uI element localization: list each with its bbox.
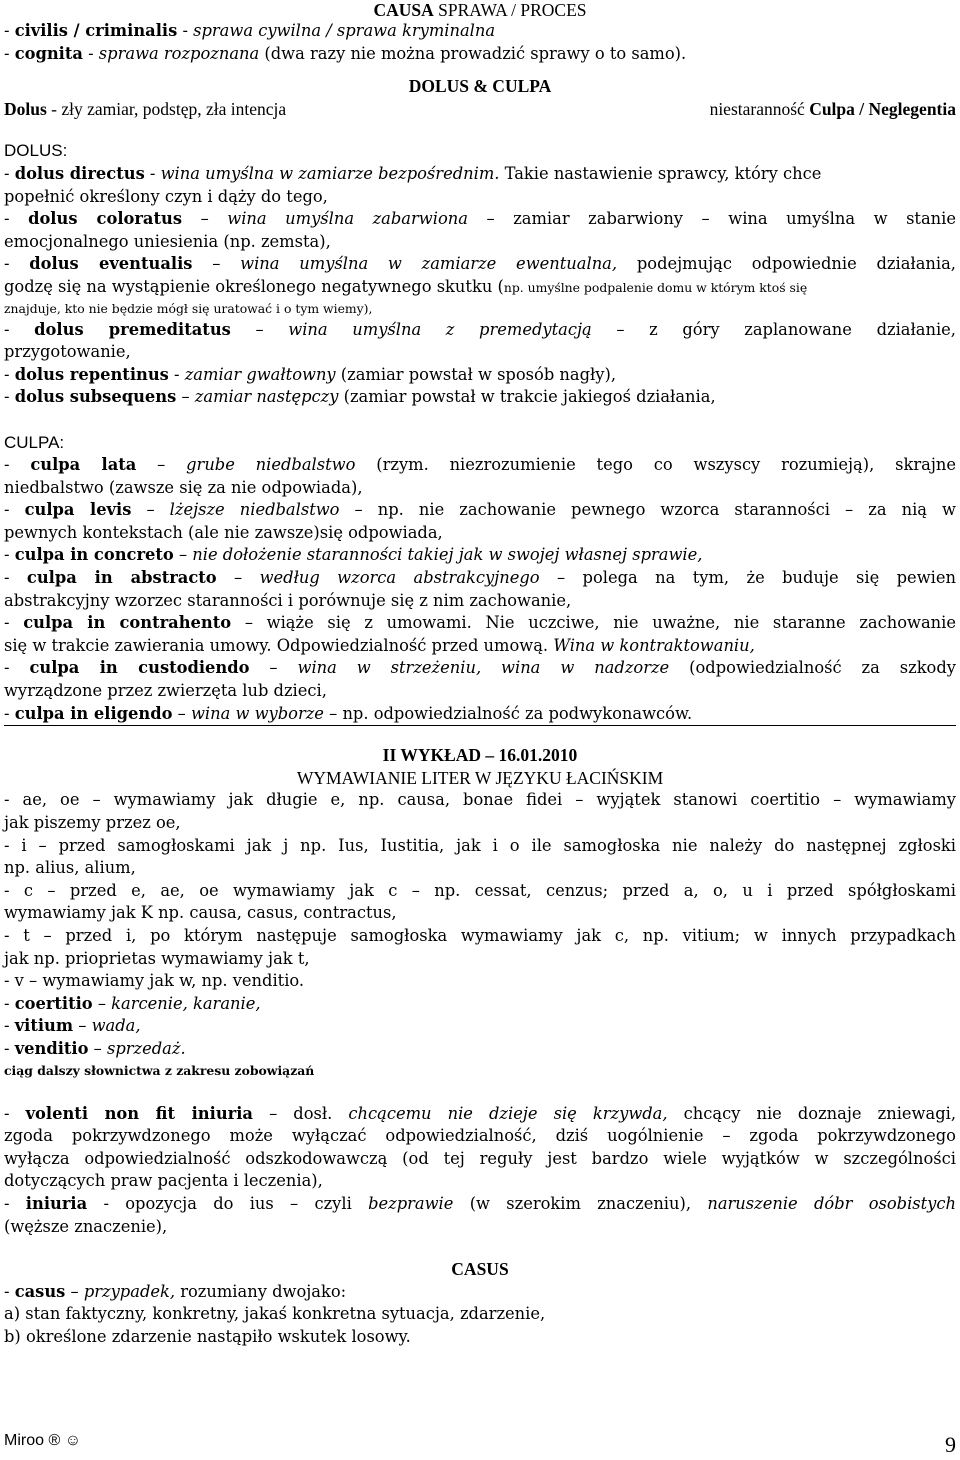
culpa-in-custodiendo: [4, 657, 956, 680]
text-segment: dolus eventualis: [29, 254, 193, 274]
text-segment: culpa in custodiendo: [29, 658, 250, 678]
text-segment: godzę się na wystąpienie określonego negatywnego skutku (: [4, 276, 504, 296]
dolus-heading: [4, 140, 956, 163]
text-segment: zamiar następczy: [194, 387, 339, 407]
text-segment: rozumiany dwojako:: [175, 1281, 347, 1301]
text-segment: wina umyślna w zamiarze ewentualna,: [240, 254, 618, 274]
text-segment: -: [4, 364, 15, 384]
text-segment: -: [4, 387, 15, 407]
lecture-line-4: [4, 857, 956, 880]
text-segment: przygotowanie,: [4, 342, 131, 362]
text-segment: Wina w kontraktowaniu,: [553, 635, 755, 655]
text-segment: wyłącza odpowiedzialność odszkodowawczą (od tej reguły jest bardzo wiele wyjątków w szczególności: [4, 1148, 956, 1168]
text-segment: chcącemu nie dzieje się krzywda,: [348, 1103, 668, 1123]
text-segment: - c – przed e, ae, oe wymawiamy jak c – np. cessat, cenzus; przed a, o, u i przed spółgłoskami: [4, 880, 956, 900]
text-segment: według wzorca abstrakcyjnego: [259, 568, 540, 588]
text-segment: naruszenie dóbr osobistych: [707, 1193, 956, 1213]
text-segment: II WYKŁAD – 16.01.2010: [382, 745, 578, 766]
text-segment: -: [4, 1281, 15, 1301]
text-segment: –: [182, 209, 228, 229]
text-segment: – zamiar zabarwiony – wina umyślna w stanie: [467, 209, 957, 229]
text-segment: zgoda pokrzywdzonego może wyłączać odpowiedzialność, dziś uogólnienie – zgoda pokrzywdzonego: [4, 1126, 956, 1146]
culpa-levis-cont: [4, 522, 956, 545]
text-segment: niestaranność: [709, 98, 810, 119]
casus-item-b: [4, 1326, 956, 1349]
dolus-definition: [4, 98, 286, 121]
text-segment: -: [4, 993, 15, 1013]
term-iniuria: [4, 1193, 956, 1216]
text-segment: – np. nie zachowanie pewnego wzorca staranności – za nią w: [339, 500, 956, 520]
text-segment: a) stan faktyczny, konkretny, jakaś konkretna sytuacja, zdarzenie,: [4, 1304, 546, 1324]
casus-line-1: [4, 1281, 956, 1304]
text-segment: -: [4, 658, 30, 678]
text-segment: abstrakcyjny wzorzec staranności i porównuje się z nim zachowanie,: [4, 590, 572, 610]
text-segment: Culpa / Neglegentia: [809, 98, 956, 119]
dolus-coloratus: [4, 208, 956, 231]
text-segment: znajduje, kto nie będzie mógł się uratować i o tym wiemy),: [4, 300, 373, 316]
text-segment: - i – przed samogłoskami jak j np. Ius, Iustitia, jak i o ile samogłoska nie należy do następnej zgłoski: [4, 835, 956, 855]
text-segment: wada,: [91, 1016, 141, 1036]
text-segment: –: [172, 703, 191, 723]
culpa-in-custodiendo-cont: [4, 680, 956, 703]
text-segment: -: [4, 500, 25, 520]
dolus-directus: [4, 163, 956, 186]
culpa-lata-cont: [4, 477, 956, 500]
dolus-culpa-row: [4, 98, 956, 121]
text-segment: –: [173, 545, 193, 565]
text-segment: - v – wymawiamy jak w, np. venditio.: [4, 971, 305, 991]
text-segment: jak np. prioprietas wymawiamy jak t,: [4, 948, 310, 968]
text-segment: (węższe znaczenie),: [4, 1216, 168, 1236]
text-segment: -: [4, 1038, 15, 1058]
text-segment: - t – przed i, po którym następuje samogłoska wymawiamy jak c, np. vitium; w innych przypadkach: [4, 925, 956, 945]
lecture-line-7: [4, 925, 956, 948]
text-segment: CULPA:: [4, 432, 65, 452]
text-segment: sprzedaż.: [106, 1038, 186, 1058]
lecture-line-8: [4, 948, 956, 971]
text-segment: casus: [14, 1281, 66, 1301]
text-segment: chcący nie doznaje zniewagi,: [667, 1103, 956, 1123]
text-segment: – np. odpowiedzialność za podwykonawców.: [323, 703, 693, 723]
text-segment: Takie nastawienie sprawcy, który chce: [499, 163, 822, 183]
text-segment: –: [249, 658, 298, 678]
text-segment: civilis / criminalis: [14, 21, 178, 40]
text-segment: dolus coloratus: [28, 209, 183, 229]
text-segment: WYMAWIANIE LITER W JĘZYKU ŁACIŃSKIM: [296, 767, 664, 788]
text-segment: -: [4, 545, 15, 565]
dolus-repentinus: [4, 364, 956, 387]
text-segment: b) określone zdarzenie nastąpiło wskutek losowy.: [4, 1326, 411, 1346]
text-segment: -: [4, 703, 15, 723]
casus-title: [4, 1258, 956, 1281]
dolus-premeditatus-cont: [4, 341, 956, 364]
text-segment: culpa in concreto: [14, 545, 174, 565]
lecture-line-3: [4, 835, 956, 858]
text-segment: (rzym. niezrozumienie tego co wszyscy rozumieją), skrajne: [355, 455, 956, 475]
text-segment: (odpowiedzialność za szkody: [669, 658, 956, 678]
lecture-line-9: [4, 970, 956, 993]
page-footer: [4, 1432, 956, 1458]
text-segment: -: [177, 21, 194, 40]
text-segment: culpa in abstracto: [26, 568, 217, 588]
text-segment: -: [4, 1103, 26, 1123]
text-segment: grube niedbalstwo: [186, 455, 356, 475]
text-segment: (dwa razy nie można prowadzić sprawy o to samo).: [259, 43, 687, 63]
text-segment: wina w strzeżeniu, wina w nadzorze: [297, 658, 670, 678]
lecture-subtitle: [4, 767, 956, 790]
text-segment: wina umyślna z premedytacją: [288, 319, 592, 339]
text-segment: -: [4, 1016, 15, 1036]
culpa-definition: [710, 98, 956, 121]
causa-line-2: [4, 43, 956, 66]
text-segment: venditio: [14, 1038, 89, 1058]
text-segment: dolus premeditatus: [34, 319, 231, 339]
causa-line-1: [4, 20, 956, 43]
culpa-levis: [4, 499, 956, 522]
term-vitium: [4, 1015, 956, 1038]
text-segment: cognita: [14, 43, 83, 63]
term-iniuria-cont: [4, 1216, 956, 1239]
culpa-in-contrahento-cont: [4, 635, 956, 658]
dolus-eventualis-cont-2: [4, 299, 956, 319]
text-segment: culpa in eligendo: [14, 703, 173, 723]
causa-heading: [4, 0, 956, 20]
text-segment: sprawa cywilna / sprawa kryminalna: [193, 21, 496, 40]
text-segment: dolus subsequens: [14, 387, 177, 407]
text-segment: podejmując odpowiednie działania,: [617, 254, 956, 274]
text-segment: się w trakcie zawierania umowy. Odpowiedzialność przed umową.: [4, 635, 554, 655]
lecture-line-5: [4, 880, 956, 903]
causa-subtitle: SPRAWA / PROCES: [433, 0, 587, 20]
culpa-in-abstracto: [4, 567, 956, 590]
text-segment: -: [4, 43, 15, 63]
term-volenti-cont-1: [4, 1125, 956, 1148]
text-segment: coertitio: [14, 993, 93, 1013]
term-coertitio: [4, 993, 956, 1016]
dolus-eventualis: [4, 253, 956, 276]
text-segment: Dolus: [4, 98, 47, 119]
text-segment: -: [168, 364, 185, 384]
vocabulary-note: [4, 1061, 956, 1081]
text-segment: wina umyślna w zamiarze bezpośrednim.: [160, 163, 500, 183]
culpa-lata: [4, 454, 956, 477]
text-segment: –: [216, 568, 260, 588]
dolus-eventualis-cont: [4, 276, 956, 299]
text-segment: –: [88, 1038, 107, 1058]
text-segment: – wiąże się z umowami. Nie uczciwe, nie uważne, nie staranne zachowanie: [231, 613, 956, 633]
text-segment: emocjonalnego uniesienia (np. zemsta),: [4, 231, 331, 251]
culpa-in-abstracto-cont: [4, 590, 956, 613]
text-segment: dolus directus: [14, 163, 145, 183]
text-segment: culpa levis: [24, 500, 132, 520]
text-segment: sprawa rozpoznana: [98, 43, 260, 63]
dolus-subsequens: [4, 386, 956, 409]
text-segment: –: [131, 500, 170, 520]
text-segment: popełnić określony czyn i dąży do tego,: [4, 186, 328, 206]
text-segment: -: [4, 1193, 26, 1213]
text-segment: przypadek,: [83, 1281, 176, 1301]
text-segment: –: [65, 1281, 84, 1301]
text-segment: (zamiar powstał w sposób nagły),: [335, 364, 617, 384]
text-segment: bezprawie: [368, 1193, 454, 1213]
text-segment: -: [82, 43, 99, 63]
lecture-line-2: [4, 812, 956, 835]
text-segment: -: [4, 455, 31, 475]
culpa-in-contrahento: [4, 612, 956, 635]
text-segment: dotyczących praw pacjenta i leczenia),: [4, 1171, 323, 1191]
culpa-in-eligendo: [4, 703, 956, 727]
text-segment: –: [192, 254, 241, 274]
text-segment: –: [176, 387, 195, 407]
text-segment: -: [4, 613, 24, 633]
text-segment: culpa lata: [30, 455, 137, 475]
text-segment: wyrządzone przez zwierzęta lub dzieci,: [4, 681, 327, 701]
text-segment: (w szerokim znaczeniu),: [453, 1193, 708, 1213]
text-segment: vitium: [14, 1016, 74, 1036]
text-segment: -: [144, 163, 161, 183]
text-segment: lżejsze niedbalstwo: [169, 500, 340, 520]
text-segment: - zły zamiar, podstęp, zła intencja: [46, 98, 287, 119]
text-segment: - ae, oe – wymawiamy jak długie e, np. causa, bonae fidei – wyjątek stanowi coertitio – wymawiamy: [4, 790, 956, 810]
lecture-line-6: [4, 902, 956, 925]
dolus-culpa-title: [4, 75, 956, 98]
text-segment: DOLUS:: [4, 141, 68, 161]
causa-title: CAUSA: [373, 0, 434, 20]
lecture-line-1: [4, 789, 956, 812]
text-segment: DOLUS & CULPA: [408, 76, 552, 97]
text-segment: wymawiamy jak K np. causa, casus, contractus,: [4, 903, 397, 923]
term-volenti-cont-3: [4, 1170, 956, 1193]
dolus-premeditatus: [4, 319, 956, 342]
text-segment: iniuria: [25, 1193, 88, 1213]
text-segment: pewnych kontekstach (ale nie zawsze)się odpowiada,: [4, 522, 443, 542]
lecture-title: [4, 744, 956, 767]
term-venditio: [4, 1038, 956, 1061]
document-page: [4, 0, 956, 1348]
text-segment: wina umyślna zabarwiona: [227, 209, 468, 229]
dolus-coloratus-cont: [4, 231, 956, 254]
text-segment: -: [4, 163, 15, 183]
culpa-in-concreto: [4, 544, 956, 567]
text-segment: jak piszemy przez oe,: [4, 813, 181, 832]
culpa-heading: [4, 432, 956, 455]
term-volenti: [4, 1103, 956, 1126]
text-segment: –: [92, 993, 112, 1013]
text-segment: np. alius, alium,: [4, 858, 136, 878]
text-segment: wina w wyborze: [190, 703, 324, 723]
text-segment: karcenie, karanie,: [111, 993, 261, 1013]
text-segment: -: [4, 209, 29, 229]
text-segment: –: [73, 1016, 92, 1036]
text-segment: CASUS: [451, 1259, 509, 1280]
text-segment: culpa in contrahento: [23, 613, 232, 633]
text-segment: (zamiar powstał w trakcie jakiegoś działania,: [338, 387, 716, 407]
text-segment: – z góry zaplanowane działanie,: [591, 319, 956, 339]
text-segment: - opozycja do ius – czyli: [87, 1193, 369, 1213]
text-segment: zamiar gwałtowny: [184, 364, 336, 384]
text-segment: volenti non fit iniuria: [25, 1103, 253, 1123]
text-segment: ciąg dalszy słownictwa z zakresu zobowiązań: [4, 1062, 315, 1078]
text-segment: – dosł.: [252, 1103, 349, 1123]
footer-author: Miroo ® ☺: [4, 1432, 82, 1449]
casus-item-a: [4, 1303, 956, 1326]
text-segment: -: [4, 254, 30, 274]
text-segment: –: [136, 455, 187, 475]
text-segment: -: [4, 568, 27, 588]
text-segment: -: [4, 319, 35, 339]
text-segment: – polega na tym, że buduje się pewien: [539, 568, 956, 588]
text-segment: -: [4, 21, 15, 40]
term-volenti-cont-2: [4, 1148, 956, 1171]
text-segment: nie dołożenie staranności takiej jak w swojej własnej sprawie,: [192, 545, 703, 565]
text-segment: niedbalstwo (zawsze się za nie odpowiada),: [4, 477, 363, 497]
dolus-directus-cont: [4, 186, 956, 209]
page-number: 9: [945, 1432, 956, 1457]
text-segment: –: [230, 319, 289, 339]
text-segment: np. umyślne podpalenie domu w którym ktoś się: [503, 279, 808, 295]
text-segment: dolus repentinus: [14, 364, 169, 384]
